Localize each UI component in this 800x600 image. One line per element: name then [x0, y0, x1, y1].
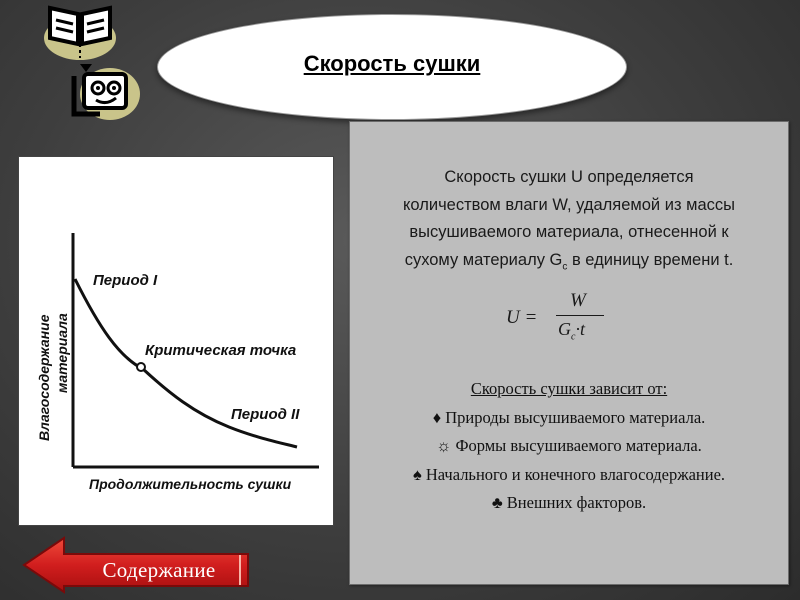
definition-line-2: количеством влаги W, удаляемой из массы	[403, 195, 735, 214]
drying-curve-figure	[18, 156, 334, 526]
formula-denominator: $G_c\cdot t$	[558, 319, 585, 343]
factor-item: ♦ Природы высушиваемого материала.	[432, 407, 706, 427]
book-icon	[40, 0, 122, 60]
factor-item: ☼ Формы высушиваемого материала.	[436, 436, 702, 455]
definition-line-3: высушиваемого материала, отнесенной к	[409, 223, 729, 241]
x-axis-label: Продолжительность сушки	[89, 476, 292, 492]
y-axis-label-2: материала	[54, 313, 70, 393]
definition-text	[350, 164, 788, 280]
thinking-face-icon	[66, 62, 140, 122]
page-title: Скорость сушки	[303, 51, 481, 76]
definition-line-1: Скорость сушки U определяется	[444, 168, 694, 186]
factors-heading: Скорость сушки зависит от:	[470, 379, 668, 398]
label-period-1: Период I	[93, 272, 158, 289]
drying-rate-formula	[506, 287, 636, 347]
formula-numerator: W	[570, 290, 586, 311]
content-panel	[349, 121, 789, 585]
critical-point-marker	[137, 363, 145, 371]
definition-line-4: сухому материалу $G_c$ в единицу времени t.	[404, 250, 734, 272]
factor-item: ♣ Внешних факторов.	[491, 493, 647, 512]
factors-list	[350, 375, 788, 518]
label-critical-point: Критическая точка	[145, 342, 297, 359]
contents-button-label[interactable]: Содержание	[102, 557, 216, 582]
factor-item: ♠ Начального и конечного влагосодержание.	[412, 464, 726, 484]
formula-lhs: U =	[506, 307, 538, 328]
y-axis-label: Влагосодержание	[36, 314, 52, 441]
formula-fraction-bar	[556, 315, 604, 316]
label-period-2: Период II	[231, 406, 300, 423]
contents-button[interactable]	[22, 536, 254, 594]
title-banner	[157, 14, 627, 120]
